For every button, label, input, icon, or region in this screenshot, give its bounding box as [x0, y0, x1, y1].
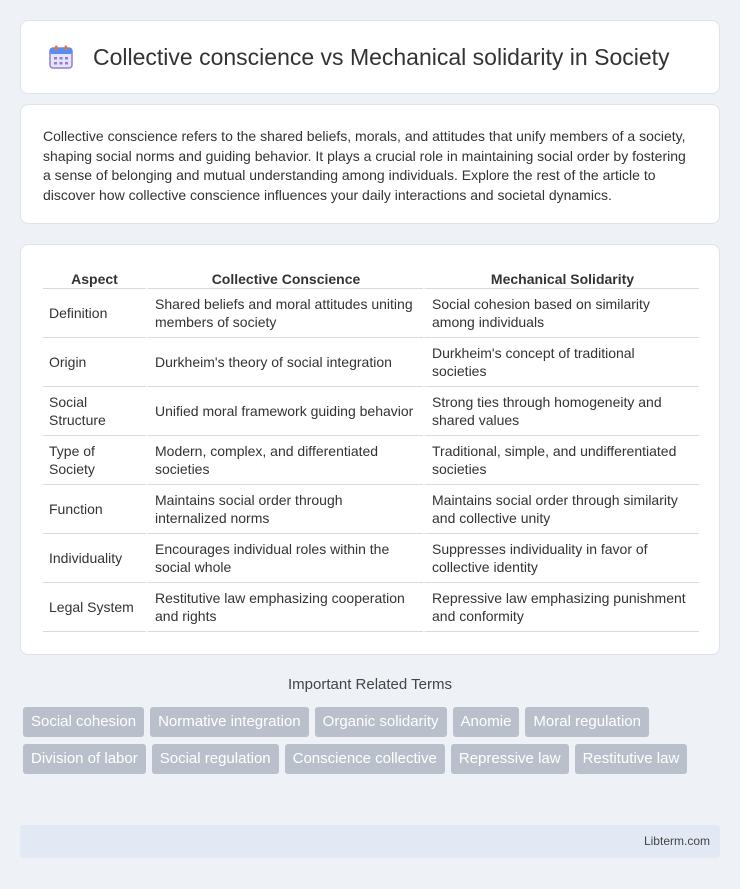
related-terms-list	[23, 707, 723, 774]
mechanical-cell: Suppresses individuality in favor of collective identity	[423, 534, 699, 583]
mechanical-cell: Repressive law emphasizing punishment and conformity	[423, 583, 699, 632]
aspect-cell: Definition	[43, 289, 146, 338]
mechanical-cell: Traditional, simple, and undifferentiated societies	[423, 436, 699, 485]
comparison-card	[20, 244, 720, 655]
table-header-row	[43, 267, 699, 289]
tag-restitutive-law[interactable]: Restitutive law	[575, 744, 688, 774]
mechanical-cell: Social cohesion based on similarity among individuals	[423, 289, 699, 338]
collective-cell: Unified moral framework guiding behavior	[146, 387, 423, 436]
tag-conscience-collective[interactable]: Conscience collective	[285, 744, 445, 774]
collective-cell: Durkheim's theory of social integration	[146, 338, 423, 387]
table-row	[43, 485, 699, 534]
tag-organic-solidarity[interactable]: Organic solidarity	[315, 707, 447, 737]
mechanical-cell: Strong ties through homogeneity and shared values	[423, 387, 699, 436]
intro-paragraph: Collective conscience refers to the shared beliefs, morals, and attitudes that unify members of a society, shaping social norms and guiding behavior. It plays a crucial role in maintaining social order by fostering a sense of belonging and mutual understanding among individuals. Explore the rest of the article to discover how collective conscience influences your daily interactions and societal dynamics.	[43, 128, 686, 203]
calendar-icon	[47, 43, 75, 71]
tag-social-regulation[interactable]: Social regulation	[152, 744, 279, 774]
aspect-cell: Legal System	[43, 583, 146, 632]
footer-site-link[interactable]: Libterm.com	[643, 834, 710, 848]
collective-cell: Modern, complex, and differentiated societies	[146, 436, 423, 485]
aspect-cell: Origin	[43, 338, 146, 387]
aspect-cell: Type of Society	[43, 436, 146, 485]
table-row	[43, 387, 699, 436]
table-row	[43, 289, 699, 338]
collective-cell: Shared beliefs and moral attitudes uniting members of society	[146, 289, 423, 338]
table-row	[43, 583, 699, 632]
tag-normative-integration[interactable]: Normative integration	[150, 707, 309, 737]
comparison-table	[43, 267, 699, 632]
table-row	[43, 534, 699, 583]
footer	[20, 825, 720, 858]
tag-division-of-labor[interactable]: Division of labor	[23, 744, 146, 774]
mechanical-cell: Maintains social order through similarity and collective unity	[423, 485, 699, 534]
table-row	[43, 436, 699, 485]
page-title: Collective conscience vs Mechanical solidarity in Society	[93, 43, 670, 70]
header-aspect: Aspect	[43, 267, 146, 289]
collective-cell: Encourages individual roles within the social whole	[146, 534, 423, 583]
aspect-cell: Social Structure	[43, 387, 146, 436]
title-card	[20, 20, 720, 94]
tag-anomie[interactable]: Anomie	[453, 707, 520, 737]
related-terms-heading: Important Related Terms	[288, 676, 452, 693]
mechanical-cell: Durkheim's concept of traditional societies	[423, 338, 699, 387]
header-collective-conscience: Collective Conscience	[146, 267, 423, 289]
header-mechanical-solidarity: Mechanical Solidarity	[423, 267, 699, 289]
aspect-cell: Individuality	[43, 534, 146, 583]
tag-moral-regulation[interactable]: Moral regulation	[525, 707, 649, 737]
tag-social-cohesion[interactable]: Social cohesion	[23, 707, 144, 737]
collective-cell: Restitutive law emphasizing cooperation and rights	[146, 583, 423, 632]
collective-cell: Maintains social order through internalized norms	[146, 485, 423, 534]
tag-repressive-law[interactable]: Repressive law	[451, 744, 569, 774]
table-row	[43, 338, 699, 387]
aspect-cell: Function	[43, 485, 146, 534]
intro-card	[20, 104, 720, 224]
